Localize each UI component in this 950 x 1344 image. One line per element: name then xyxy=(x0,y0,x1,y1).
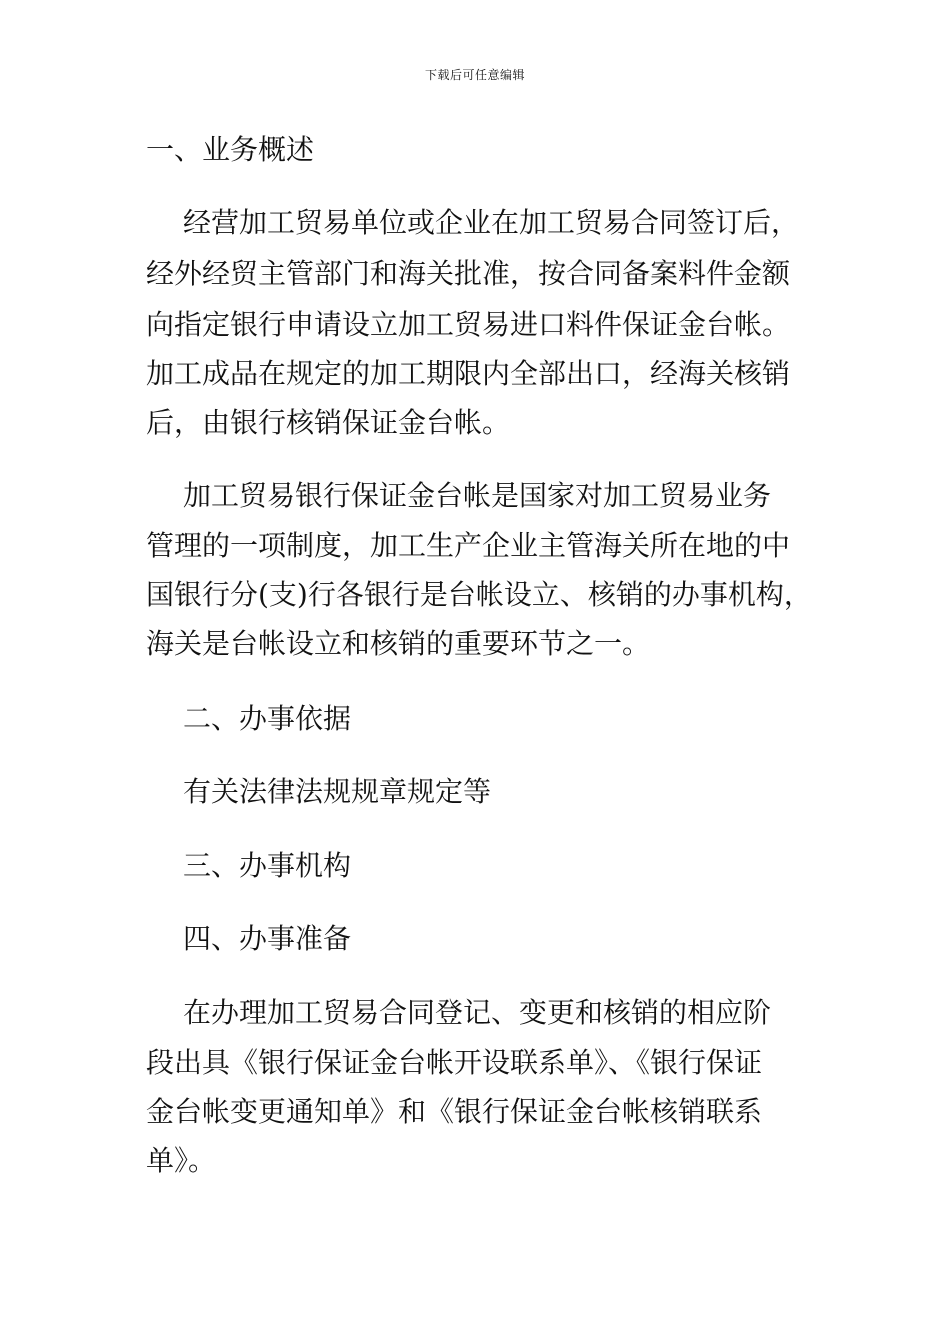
paragraph-line: 经营加工贸易单位或企业在加工贸易合同签订后， xyxy=(183,206,800,239)
paragraph-line: 经外经贸主管部门和海关批准，按合同备案料件金额 xyxy=(146,257,791,290)
section-heading-agency: 三、办事机构 xyxy=(183,849,352,882)
paragraph-line: 海关是台帐设立和核销的重要环节之一。 xyxy=(146,627,651,660)
header-note: 下载后可任意编辑 xyxy=(424,68,525,82)
paragraph-line: 管理的一项制度，加工生产企业主管海关所在地的中 xyxy=(146,529,791,562)
paragraph-line: 单》。 xyxy=(146,1144,217,1177)
section-heading-overview: 一、业务概述 xyxy=(146,133,315,166)
paragraph-line: 国银行分(支)行各银行是台帐设立、核销的办事机构， xyxy=(146,578,812,611)
paragraph-line: 加工成品在规定的加工期限内全部出口，经海关核销 xyxy=(146,357,791,390)
paragraph-line: 金台帐变更通知单》和《银行保证金台帐核销联系 xyxy=(146,1095,763,1128)
paragraph-line: 在办理加工贸易合同登记、变更和核销的相应阶 xyxy=(183,996,772,1029)
paragraph-line: 后，由银行核销保证金台帐。 xyxy=(146,406,511,439)
section-heading-basis: 二、办事依据 xyxy=(183,702,352,735)
section-heading-preparation: 四、办事准备 xyxy=(183,922,352,955)
paragraph-line: 向指定银行申请设立加工贸易进口料件保证金台帐。 xyxy=(146,308,791,341)
basis-text: 有关法律法规规章规定等 xyxy=(183,775,492,808)
paragraph-line: 段出具《银行保证金台帐开设联系单》、《银行保证 xyxy=(146,1046,763,1079)
paragraph-line: 加工贸易银行保证金台帐是国家对加工贸易业务 xyxy=(183,479,772,512)
